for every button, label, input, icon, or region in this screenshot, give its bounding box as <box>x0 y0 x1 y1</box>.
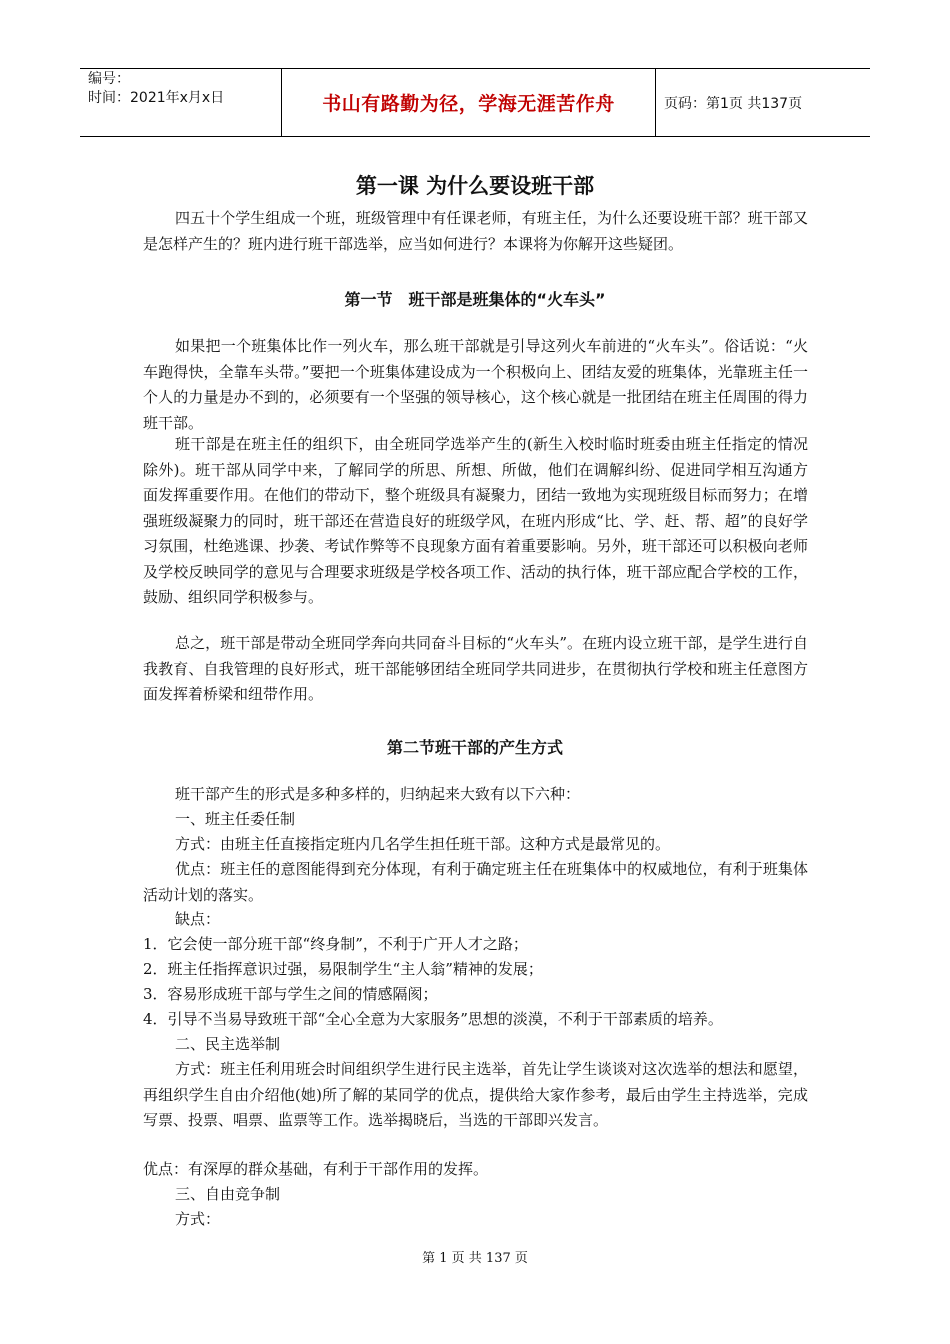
header-page-info: 页码：第1页 共137页 <box>664 95 803 112</box>
method1-cons-item: 2．班主任指挥意识过强，易限制学生“主人翁”精神的发展； <box>143 960 543 978</box>
number-label: 编号： <box>88 71 130 87</box>
method2-title: 二、民主选举制 <box>175 1035 281 1053</box>
section1-paragraph-2: 班干部是在班主任的组织下，由全班同学选举产生的(新生入校时临时班委由班主任指定的情况除外)。班干部从同学中来，了解同学的所思、所想、所做，他们在调解纠纷、促进同学相互沟通方面发挥重要作用。在他们的带动下，整个班级具有凝聚力，团结一致地为实现班级目标而努力；在增强班级凝聚力的同时，班干部还在营造良好的班级学风，在班内形成“比、学、赶、帮、超”的良好学习氛围，杜绝逃课、抄袭、考试作弊等不良现象方面有着重要影响。另外，班干部还可以积极向老师及学校反映同学的意见与合理要求班级是学校各项工作、活动的执行体，班干部应配合学校的工作，鼓励、组织同学积极参与。 <box>143 435 808 606</box>
section1-heading: 第一节 班干部是班集体的“火车头” <box>344 290 606 309</box>
method2-method: 方式：班主任利用班会时间组织学生进行民主选举，首先让学生谈谈对这次选举的想法和愿望，再组织学生自由介绍他(她)所了解的某同学的优点，提供给大家作参考，最后由学生主持选举，完成写票、投票、唱票、监票等工作。选举揭晓后，当选的干部即兴发言。 <box>143 1060 808 1129</box>
method1-cons-item: 4．引导不当易导致班干部“全心全意为大家服务”思想的淡漠，不利于干部素质的培养。 <box>143 1010 723 1028</box>
header-motto: 书山有路勤为径，学海无涯苦作舟 <box>282 69 656 136</box>
method2-pros: 优点：有深厚的群众基础，有利于干部作用的发挥。 <box>143 1160 489 1178</box>
method3-title: 三、自由竞争制 <box>175 1185 281 1203</box>
method1-cons-item: 1．它会使一部分班干部“终身制”，不利于广开人才之路； <box>143 935 528 953</box>
lesson-title: 第一课 为什么要设班干部 <box>355 174 595 198</box>
section2-heading: 第二节班干部的产生方式 <box>386 738 563 757</box>
method1-pros: 优点：班主任的意图能得到充分体现，有利于确定班主任在班集体中的权威地位，有利于班集体活动计划的落实。 <box>143 860 808 904</box>
section1-paragraph-1: 如果把一个班集体比作一列火车，那么班干部就是引导这列火车前进的“火车头”。俗话说：“火车跑得快，全靠车头带。”要把一个班集体建设成为一个积极向上、团结友爱的班集体，光靠班主任一个人的力量是办不到的，必须要有一个坚强的领导核心，这个核心就是一批团结在班主任周围的得力班干部。 <box>143 337 808 432</box>
section2-intro: 班干部产生的形式是多种多样的，归纳起来大致有以下六种： <box>175 785 581 803</box>
date-label: 时间：2021年x月x日 <box>88 90 225 106</box>
page-footer: 第 1 页 共 137 页 <box>422 1251 528 1266</box>
method1-title: 一、班主任委任制 <box>175 810 296 828</box>
section1-paragraph-3: 总之，班干部是带动全班同学奔向共同奋斗目标的“火车头”。在班内设立班干部，是学生进行自我教育、自我管理的良好形式，班干部能够团结全班同学共同进步，在贯彻执行学校和班主任意图方面发挥着桥梁和纽带作用。 <box>143 634 808 703</box>
method1-cons-item: 3．容易形成班干部与学生之间的情感隔阂； <box>143 985 438 1003</box>
method3-method: 方式： <box>175 1210 221 1228</box>
page-header <box>80 68 870 137</box>
method1-method: 方式：由班主任直接指定班内几名学生担任班干部。这种方式是最常见的。 <box>175 835 671 853</box>
header-meta <box>80 69 282 136</box>
intro-paragraph: 四五十个学生组成一个班，班级管理中有任课老师，有班主任，为什么还要设班干部？班干部又是怎样产生的？班内进行班干部选举，应当如何进行？本课将为你解开这些疑团。 <box>143 209 808 253</box>
method1-cons-label: 缺点： <box>175 910 221 928</box>
